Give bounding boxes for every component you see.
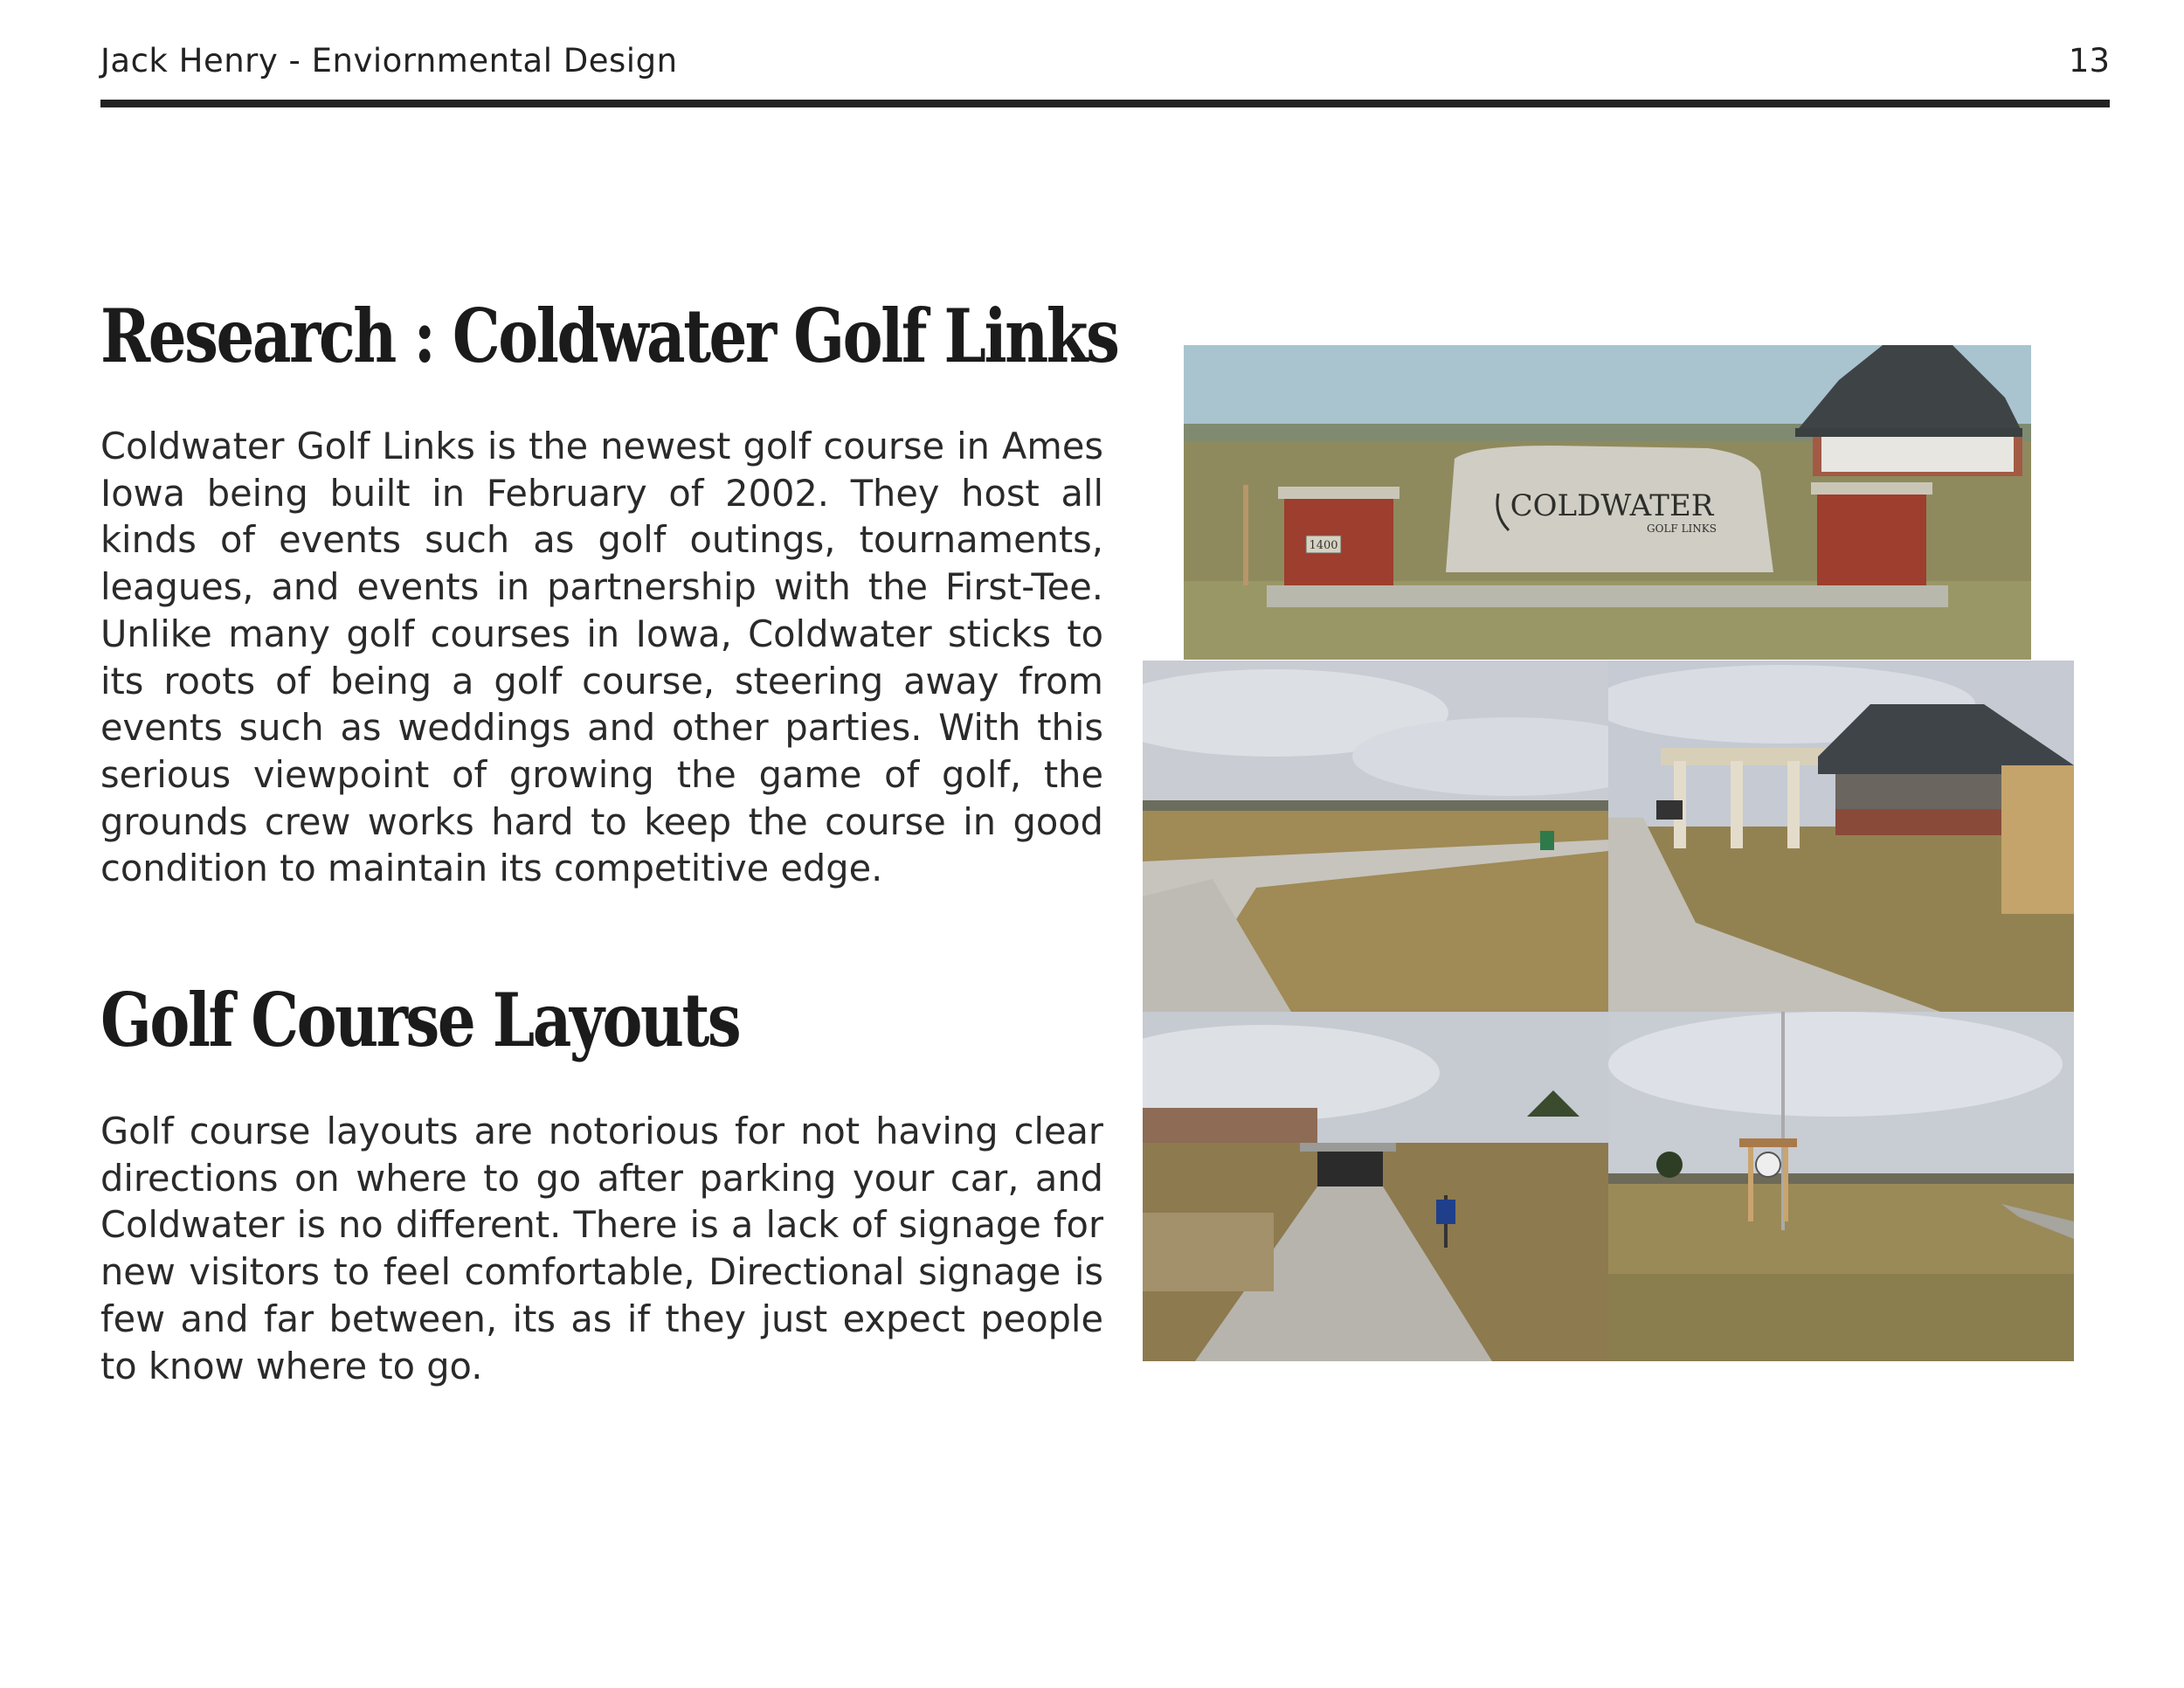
photo-underpass-path: [1143, 1012, 1608, 1361]
photo-entrance-sign: [1184, 345, 2031, 660]
entrance-address-plaque: 1400: [1309, 539, 1338, 552]
section-paragraph-research: Coldwater Golf Links is the newest golf course in Ames Iowa being built in February of 2002. They host all kinds of events such as golf outings, tournaments, leagues, and events in partnership with the First-Tee. Unlike many golf courses in Iowa, Coldwater sticks to its roots of being a golf course, steering away from events such as weddings and other parties. With this serious viewpoint of growing the game of golf, the grounds crew works hard to keep the course in good condition to maintain its competitive edge.: [100, 425, 1103, 890]
photo-course-sign-field: [1608, 1012, 2074, 1361]
document-header-title: Jack Henry - Enviornmental Design: [100, 42, 678, 80]
photo-cart-path-fairway: [1143, 661, 1608, 1012]
section-heading-layouts: Golf Course Layouts: [100, 977, 740, 1063]
header-divider: [100, 100, 2110, 107]
section-paragraph-layouts: Golf course layouts are notorious for not having clear directions on where to go after parking your car, and Coldwater is no different. There is a lack of signage for new visitors to feel comfortable, Directional signage is few and far between, its as if they just expect people to know where to go.: [100, 1110, 1103, 1387]
entrance-sign-subtitle: GOLF LINKS: [1647, 522, 1717, 535]
page-number: 13: [2068, 42, 2110, 80]
photo-pavilion-clubhouse: [1608, 661, 2074, 1012]
section-heading-research: Research : Coldwater Golf Links: [100, 293, 1118, 379]
entrance-sign-name: COLDWATER: [1510, 488, 1714, 523]
